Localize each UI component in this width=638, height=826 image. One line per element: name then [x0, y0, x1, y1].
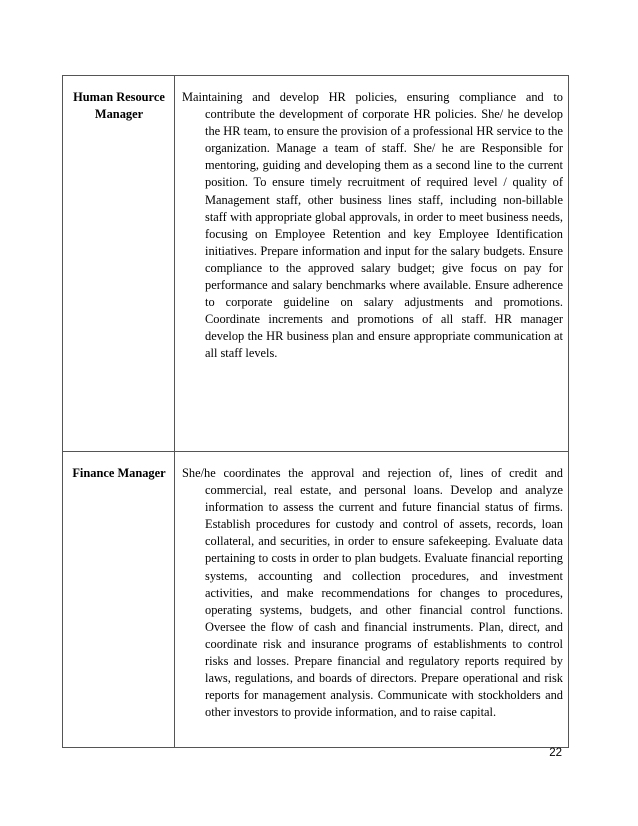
role-name: Human Resource Manager	[63, 76, 175, 452]
role-description-cell	[175, 76, 569, 452]
role-name: Finance Manager	[63, 452, 175, 748]
table-row	[63, 452, 569, 748]
role-description: Maintaining and develop HR policies, ensuring compliance and to contribute the development of corporate HR policies. She/ he develop the HR team, to ensure the provision of a professional HR service to the organization. Manage a team of staff. She/ he are Responsible for mentoring, guiding and developing them as a second line to the current position. To ensure timely recruitment of required level / quality of Management staff, other business lines staff, including non-billable staff with appropriate global approvals, in order to meet business needs, focusing on Employee Retention and key Employee Identification initiatives. Prepare information and input for the salary budgets. Ensure compliance to the approved salary budget; give focus on pay for performance and salary benchmarks where available. Ensure adherence to corporate guideline on salary adjustments and promotions. Coordinate increments and promotions of all staff. HR manager develop the HR business plan and ensure appropriate communication at all staff levels.	[182, 90, 563, 361]
role-description-cell	[175, 452, 569, 748]
roles-table	[62, 75, 569, 748]
role-description: She/he coordinates the approval and rejection of, lines of credit and commercial, real estate, and personal loans. Develop and analyze information to assess the current and future financial status of firms. Establish procedures for custody and control of assets, records, loan collateral, and securities, in order to ensure safekeeping. Evaluate data pertaining to costs in order to plan budgets. Evaluate financial reporting systems, accounting and collection procedures, and investment activities, and make recommendations for changes to procedures, operating systems, budgets, and other financial control functions. Oversee the flow of cash and financial instruments. Plan, direct, and coordinate risk and insurance programs of establishments to control risks and losses. Prepare financial and regulatory reports required by laws, regulations, and boards of directors. Prepare operational and risk reports for management analysis. Communicate with stockholders and other investors to provide information, and to raise capital.	[182, 466, 563, 720]
table-row	[63, 76, 569, 452]
page-number: 22	[549, 747, 562, 759]
